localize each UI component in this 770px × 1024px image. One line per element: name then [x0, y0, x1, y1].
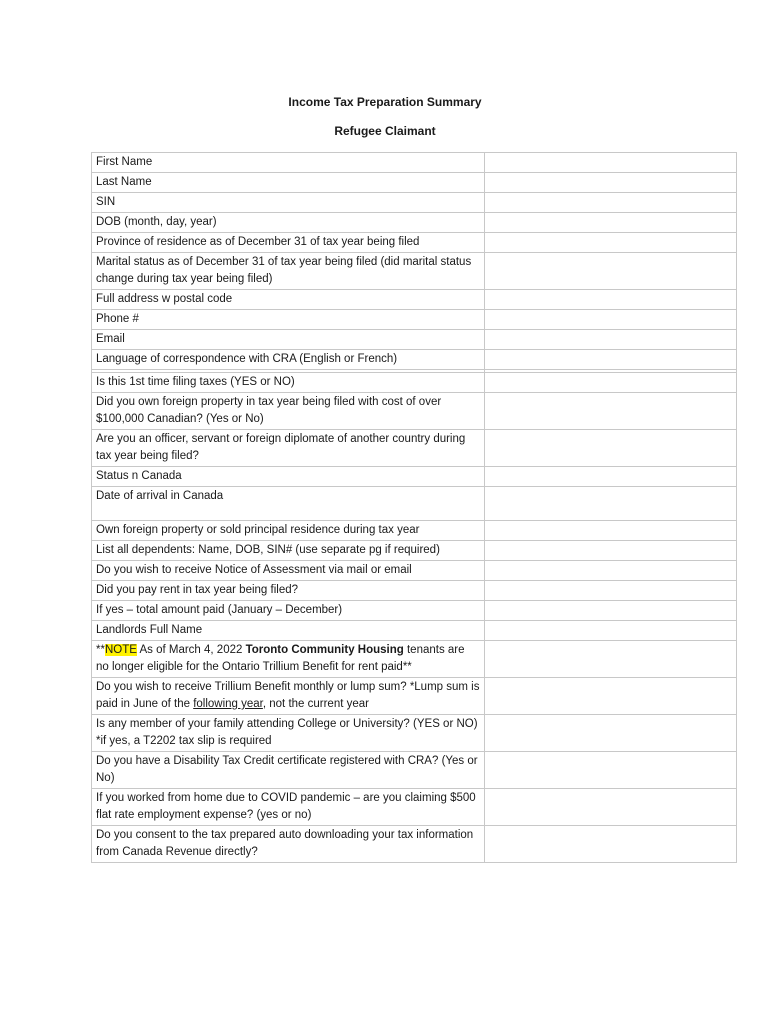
table-row — [92, 173, 737, 193]
answer-cell[interactable] — [485, 373, 737, 393]
table-row — [92, 290, 737, 310]
table-row — [92, 253, 737, 290]
question-foreign-property-100k: Did you own foreign property in tax year being filed with cost of over $100,000 Canadian? (Yes or No) — [92, 393, 485, 430]
table-row — [92, 373, 737, 393]
note-tch-tenants — [92, 641, 485, 678]
question-disability-credit: Do you have a Disability Tax Credit certificate registered with CRA? (Yes or No) — [92, 752, 485, 789]
answer-cell[interactable] — [485, 826, 737, 863]
question-college-university: Is any member of your family attending College or University? (YES or NO) *if yes, a T2202 tax slip is required — [92, 715, 485, 752]
answer-cell[interactable] — [485, 350, 737, 370]
table-row — [92, 581, 737, 601]
table-row — [92, 621, 737, 641]
document-title: Income Tax Preparation Summary — [288, 95, 482, 109]
table-row — [92, 601, 737, 621]
answer-cell[interactable] — [485, 290, 737, 310]
table-row — [92, 752, 737, 789]
note-bold-text: Toronto Community Housing — [245, 644, 404, 656]
table-row — [92, 330, 737, 350]
question-trillium-benefit — [92, 678, 485, 715]
table-row — [92, 393, 737, 430]
answer-cell[interactable] — [485, 789, 737, 826]
table-row — [92, 678, 737, 715]
table-row — [92, 153, 737, 173]
question-date-of-arrival: Date of arrival in Canada — [92, 487, 485, 521]
question-foreign-property-sold: Own foreign property or sold principal residence during tax year — [92, 521, 485, 541]
answer-cell[interactable] — [485, 173, 737, 193]
table-row — [92, 641, 737, 678]
question-address: Full address w postal code — [92, 290, 485, 310]
question-status-in-canada: Status n Canada — [92, 467, 485, 487]
question-email: Email — [92, 330, 485, 350]
note-text: tenants are no longer eligible for the Ontario Trillium Benefit for rent paid** — [96, 644, 465, 673]
table-row — [92, 310, 737, 330]
answer-cell[interactable] — [485, 213, 737, 233]
trillium-text: Do you wish to receive Trillium Benefit monthly or lump sum? *Lump sum is paid in June of the — [96, 681, 480, 710]
question-dob: DOB (month, day, year) — [92, 213, 485, 233]
answer-cell[interactable] — [485, 601, 737, 621]
question-landlord-name: Landlords Full Name — [92, 621, 485, 641]
answer-cell[interactable] — [485, 233, 737, 253]
answer-cell[interactable] — [485, 193, 737, 213]
answer-cell[interactable] — [485, 561, 737, 581]
table-row — [92, 193, 737, 213]
answer-cell[interactable] — [485, 521, 737, 541]
answer-cell[interactable] — [485, 621, 737, 641]
table-row — [92, 715, 737, 752]
answer-cell[interactable] — [485, 678, 737, 715]
answer-cell[interactable] — [485, 393, 737, 430]
answer-cell[interactable] — [485, 715, 737, 752]
question-language: Language of correspondence with CRA (English or French) — [92, 350, 485, 370]
table-row — [92, 213, 737, 233]
question-phone: Phone # — [92, 310, 485, 330]
answer-cell[interactable] — [485, 253, 737, 290]
question-foreign-diplomat: Are you an officer, servant or foreign diplomate of another country during tax year being filed? — [92, 430, 485, 467]
note-highlight: NOTE — [104, 644, 137, 656]
answer-cell[interactable] — [485, 541, 737, 561]
table-row — [92, 467, 737, 487]
answer-cell[interactable] — [485, 153, 737, 173]
table-row — [92, 561, 737, 581]
table-row — [92, 233, 737, 253]
note-prefix: ** — [96, 644, 105, 656]
table-row — [92, 350, 737, 370]
document-subtitle: Refugee Claimant — [334, 124, 436, 138]
table-row — [92, 789, 737, 826]
question-work-from-home: If you worked from home due to COVID pandemic – are you claiming $500 flat rate employment expense? (yes or no) — [92, 789, 485, 826]
question-notice-of-assessment: Do you wish to receive Notice of Assessment via mail or email — [92, 561, 485, 581]
answer-cell[interactable] — [485, 430, 737, 467]
question-first-time-filing: Is this 1st time filing taxes (YES or NO) — [92, 373, 485, 393]
trillium-underline: following year — [193, 698, 263, 710]
table-row — [92, 826, 737, 863]
table-row — [92, 487, 737, 521]
question-paid-rent: Did you pay rent in tax year being filed? — [92, 581, 485, 601]
question-rent-amount: If yes – total amount paid (January – December) — [92, 601, 485, 621]
question-dependents: List all dependents: Name, DOB, SIN# (use separate pg if required) — [92, 541, 485, 561]
trillium-text: , not the current year — [262, 698, 369, 710]
answer-cell[interactable] — [485, 310, 737, 330]
question-sin: SIN — [92, 193, 485, 213]
table-row — [92, 541, 737, 561]
table-row — [92, 430, 737, 467]
answer-cell[interactable] — [485, 641, 737, 678]
table-row — [92, 521, 737, 541]
note-text: As of March 4, 2022 — [136, 644, 246, 656]
answer-cell[interactable] — [485, 487, 737, 521]
question-province: Province of residence as of December 31 of tax year being filed — [92, 233, 485, 253]
question-last-name: Last Name — [92, 173, 485, 193]
answer-cell[interactable] — [485, 467, 737, 487]
answer-cell[interactable] — [485, 752, 737, 789]
answer-cell[interactable] — [485, 330, 737, 350]
summary-table — [91, 152, 737, 863]
question-auto-download-consent: Do you consent to the tax prepared auto downloading your tax information from Canada Revenue directly? — [92, 826, 485, 863]
answer-cell[interactable] — [485, 581, 737, 601]
question-marital-status: Marital status as of December 31 of tax year being filed (did marital status change during tax year being filed) — [92, 253, 485, 290]
question-first-name: First Name — [92, 153, 485, 173]
